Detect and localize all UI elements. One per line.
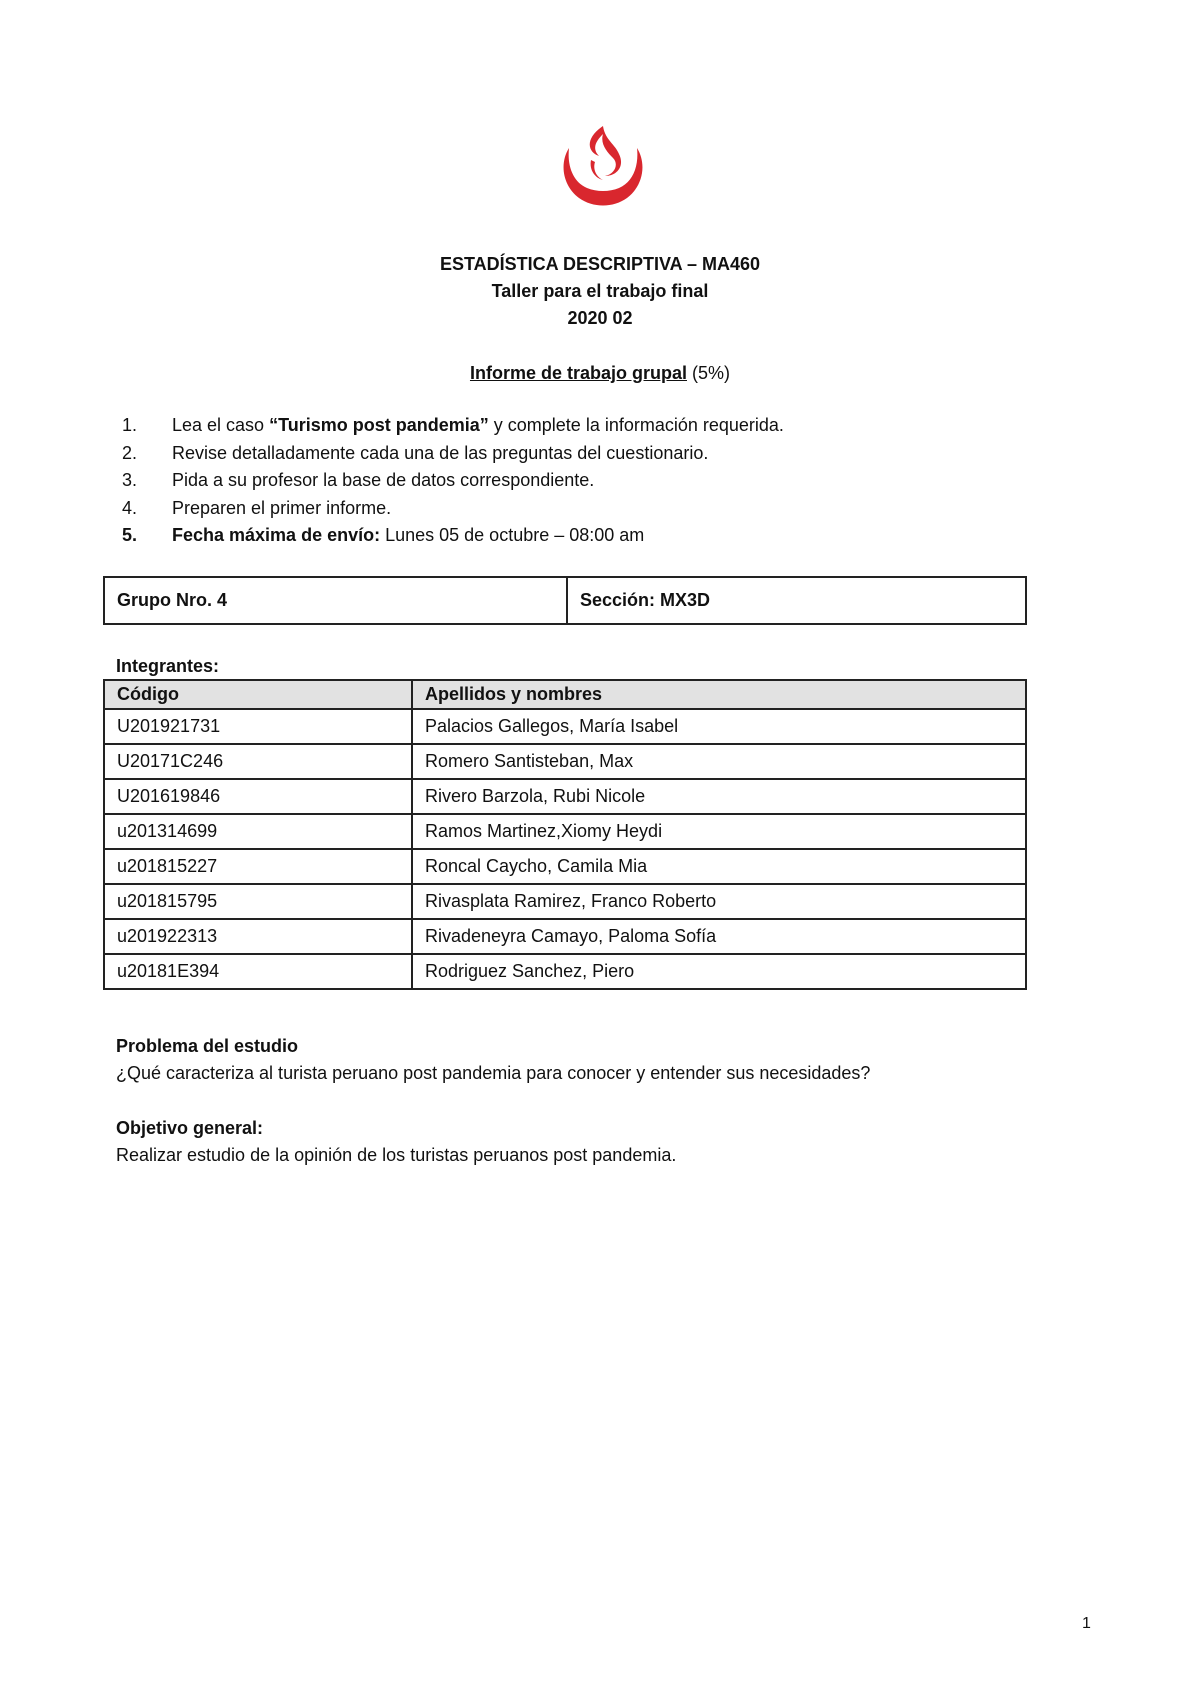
step-number: 3. xyxy=(122,470,138,490)
student-name: Rivasplata Ramirez, Franco Roberto xyxy=(412,884,1026,919)
page-number: 1 xyxy=(1082,1615,1091,1632)
course-title: ESTADÍSTICA DESCRIPTIVA – MA460 xyxy=(439,254,761,274)
student-code: U201921731 xyxy=(104,709,412,744)
list-item xyxy=(122,440,1082,468)
step-text: Pida a su profesor la base de datos correspondiente. xyxy=(172,470,595,490)
step-text-end: Lunes 05 de octubre – 08:00 am xyxy=(380,525,645,545)
problem-heading: Problema del estudio xyxy=(116,1036,299,1056)
student-code: U201619846 xyxy=(104,779,412,814)
step-emphasis: “Turismo post pandemia” xyxy=(269,415,489,435)
column-header-name: Apellidos y nombres xyxy=(412,680,1026,709)
table-row xyxy=(104,779,1026,814)
student-name: Romero Santisteban, Max xyxy=(412,744,1026,779)
table-row xyxy=(104,919,1026,954)
table-row xyxy=(104,884,1026,919)
step-emphasis: Fecha máxima de envío: xyxy=(172,525,381,545)
list-item xyxy=(122,495,1082,523)
student-name: Roncal Caycho, Camila Mia xyxy=(412,849,1026,884)
table-header-row xyxy=(104,680,1026,709)
problem-text: ¿Qué caracteriza al turista peruano post pandemia para conocer y entender sus necesidades? xyxy=(116,1063,871,1083)
table-row xyxy=(104,744,1026,779)
table-row xyxy=(104,954,1026,989)
student-name: Ramos Martinez,Xiomy Heydi xyxy=(412,814,1026,849)
step-number: 5. xyxy=(122,525,138,545)
objective-heading: Objetivo general: xyxy=(116,1118,264,1138)
student-name: Rivero Barzola, Rubi Nicole xyxy=(412,779,1026,814)
instructions-list xyxy=(122,412,1082,550)
student-name: Rodriguez Sanchez, Piero xyxy=(412,954,1026,989)
list-item xyxy=(122,467,1082,495)
step-text-end: y complete la información requerida. xyxy=(488,415,784,435)
student-code: U20171C246 xyxy=(104,744,412,779)
step-text: Lea el caso xyxy=(172,415,270,435)
section-cell: Sección: MX3D xyxy=(567,577,1026,624)
step-number: 2. xyxy=(122,442,138,463)
university-logo-icon xyxy=(555,122,651,210)
group-number-cell: Grupo Nro. 4 xyxy=(104,577,567,624)
student-code: u201922313 xyxy=(104,919,412,954)
members-label: Integrantes: xyxy=(116,656,220,676)
student-code: u201314699 xyxy=(104,814,412,849)
members-table xyxy=(103,679,1027,990)
table-row xyxy=(104,814,1026,849)
student-code: u201815795 xyxy=(104,884,412,919)
group-info-table xyxy=(103,576,1027,625)
report-weight: (5%) xyxy=(692,363,731,383)
list-item xyxy=(122,522,1082,550)
student-code: u201815227 xyxy=(104,849,412,884)
student-name: Palacios Gallegos, María Isabel xyxy=(412,709,1026,744)
list-item xyxy=(122,412,1082,440)
column-header-code: Código xyxy=(104,680,412,709)
report-heading xyxy=(0,361,1200,385)
academic-period: 2020 02 xyxy=(567,308,633,328)
step-number: 4. xyxy=(122,497,138,518)
student-code: u20181E394 xyxy=(104,954,412,989)
step-text: Revise detalladamente cada una de las preguntas del cuestionario. xyxy=(172,442,709,463)
table-row xyxy=(104,709,1026,744)
table-row xyxy=(104,577,1026,624)
step-text: Preparen el primer informe. xyxy=(172,497,392,518)
report-title: Informe de trabajo grupal xyxy=(469,363,687,383)
table-row xyxy=(104,849,1026,884)
student-name: Rivadeneyra Camayo, Paloma Sofía xyxy=(412,919,1026,954)
step-number: 1. xyxy=(122,415,138,435)
objective-text: Realizar estudio de la opinión de los turistas peruanos post pandemia. xyxy=(116,1145,677,1165)
workshop-subtitle: Taller para el trabajo final xyxy=(491,281,709,301)
